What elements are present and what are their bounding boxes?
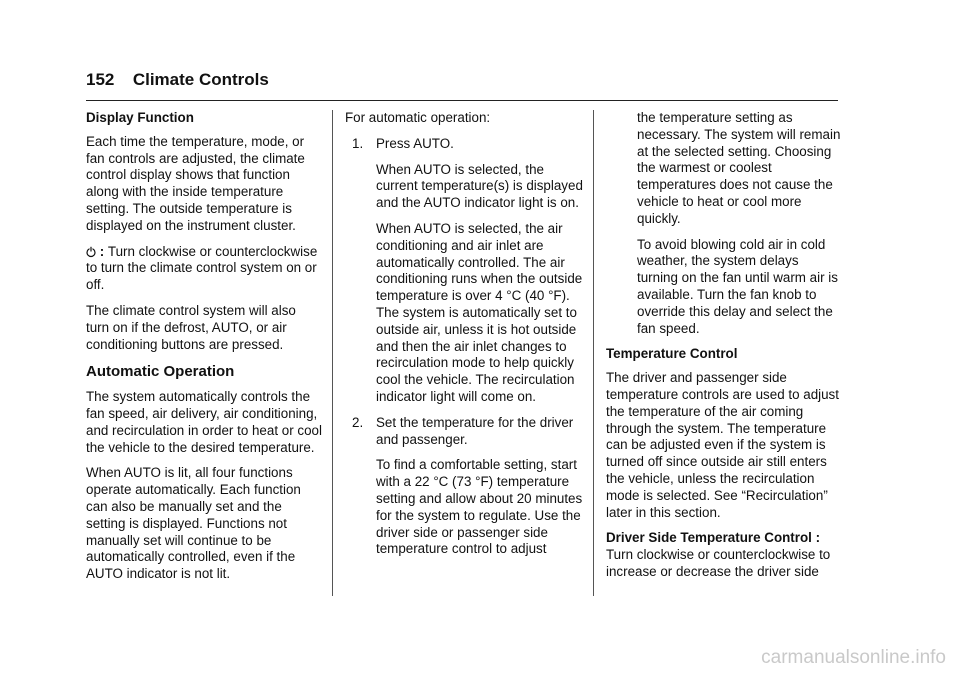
power-icon <box>86 246 96 258</box>
column-2 <box>345 110 585 567</box>
power-on-text: The climate control system will also turn on if the defrost, AUTO, or air conditioning buttons are pressed. <box>86 302 296 352</box>
step-2-text: Set the temperature for the driver and passenger. <box>376 414 574 447</box>
column-1 <box>86 110 322 592</box>
automatic-operation-heading: Automatic Operation <box>86 363 235 381</box>
display-function-heading: Display Function <box>86 110 194 125</box>
step-1-detail-2: When AUTO is selected, the air conditioning and air inlet are automatically controlled. The air conditioning runs when the outside temperature is over 4 °C (40 °F). The system is automatically set to outside air, unless it is hot outside and then the air inlet changes to recirculation mode to help quickly cool the vehicle. The recirculation indicator light will come on. <box>376 220 583 404</box>
auto-text-1: The system automatically controls the fan speed, air delivery, air conditioning, and recirculation in order to heat or cool the vehicle to the desired temperature. <box>86 389 322 455</box>
step-2-detail-1: To find a comfortable setting, start with a 22 °C (73 °F) temperature setting and allow about 20 minutes for the system to regulate. Use the driver side or passenger side temperature control to adjust <box>376 457 583 557</box>
step-1 <box>345 136 585 153</box>
page-number: 152 <box>86 70 115 89</box>
step-2-number: 2. <box>352 414 364 430</box>
driver-side-text: Turn clockwise or counterclockwise to increase or decrease the driver side <box>606 547 831 579</box>
power-text: Turn clockwise or counterclockwise to turn the climate control system on or off. <box>86 243 318 293</box>
display-function-text: Each time the temperature, mode, or fan controls are adjusted, the climate control display shows that function along with the inside temperature setting. The outside temperature is displayed on the instrument cluster. <box>86 133 305 233</box>
driver-side-heading: Driver Side Temperature Control : <box>606 530 821 546</box>
watermark: carmanualsonline.info <box>761 647 946 668</box>
header-rule <box>86 100 838 101</box>
step-1-text: Press AUTO. <box>376 135 454 151</box>
step-2 <box>345 415 585 449</box>
step-1-detail-1: When AUTO is selected, the current temperature(s) is displayed and the AUTO indicator light is on. <box>376 161 583 211</box>
power-colon: : <box>96 243 108 259</box>
continued-text-1: the temperature setting as necessary. The system will remain at the selected setting. Choosing the warmest or coolest temperatures does not cause the vehicle to heat or cool more quickly. <box>637 110 841 226</box>
auto-intro: For automatic operation: <box>345 110 491 125</box>
page-header <box>86 70 269 90</box>
temperature-control-text: The driver and passenger side temperature controls are used to adjust the temperature of the air coming through the system. The temperature can be adjusted even if the system is turned off since outside air still enters the vehicle, unless the recirculation mode is selected. See “Recirculation” later in this section. <box>606 370 839 520</box>
column-divider-1 <box>332 110 333 596</box>
column-3 <box>606 110 842 590</box>
column-divider-2 <box>593 110 594 596</box>
temperature-control-heading: Temperature Control <box>606 346 738 362</box>
continued-text-2: To avoid blowing cold air in cold weather, the system delays turning on the fan until warm air is available. Turn the fan knob to override this delay and select the fan speed. <box>637 236 838 336</box>
section-title: Climate Controls <box>132 70 269 89</box>
step-1-number: 1. <box>352 135 364 151</box>
auto-text-2: When AUTO is lit, all four functions operate automatically. Each function can also be manually set and the setting is displayed. Functions not manually set will continue to be automatically controlled, even if the AUTO indicator is not lit. <box>86 465 301 582</box>
